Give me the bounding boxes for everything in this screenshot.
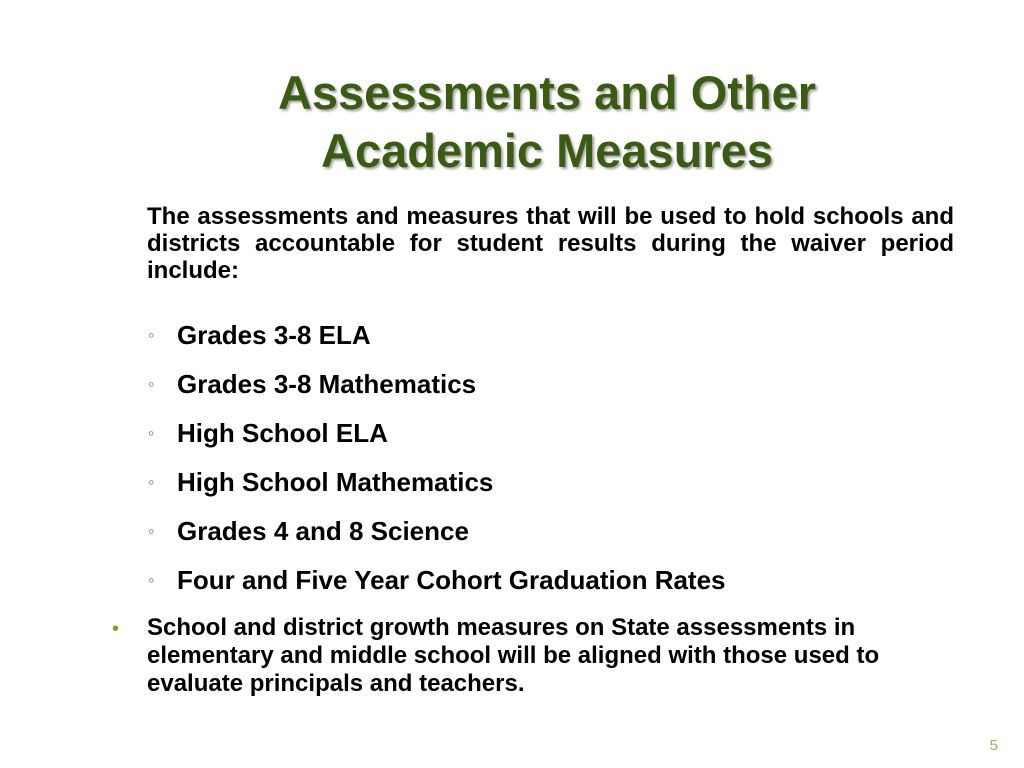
filled-bullet-icon: •	[112, 618, 120, 640]
list-item-text: Four and Five Year Cohort Graduation Rates	[177, 565, 726, 595]
list-item-text: High School ELA	[177, 418, 388, 448]
list-item-text: Grades 4 and 8 Science	[177, 516, 469, 546]
list-item	[148, 464, 948, 513]
list-item	[148, 366, 948, 415]
growth-measures-text: School and district growth measures on State assessments in elementary and middle school will be aligned with those used to evaluate principals and teachers.	[147, 614, 880, 697]
hollow-bullet-icon: ◦	[148, 472, 155, 492]
assessment-list	[148, 317, 948, 611]
list-item-text: Grades 3-8 Mathematics	[177, 369, 477, 399]
hollow-bullet-icon: ◦	[148, 374, 155, 394]
hollow-bullet-icon: ◦	[148, 325, 155, 345]
slide-title	[180, 64, 914, 180]
slide-title-line-2: Academic Measures	[321, 124, 773, 177]
list-item	[148, 317, 948, 366]
list-item	[148, 415, 948, 464]
hollow-bullet-icon: ◦	[148, 521, 155, 541]
list-item	[148, 513, 948, 562]
page-number: 5	[989, 737, 998, 754]
list-item-text: Grades 3-8 ELA	[177, 320, 371, 350]
intro-paragraph: The assessments and measures that will be used to hold schools and districts accountable for student results during the waiver period include:	[147, 203, 954, 284]
list-item-text: High School Mathematics	[177, 467, 494, 497]
growth-measures-bullet	[112, 614, 972, 698]
slide-title-line-1: Assessments and Other	[277, 66, 817, 119]
hollow-bullet-icon: ◦	[148, 570, 155, 590]
list-item	[148, 562, 948, 611]
hollow-bullet-icon: ◦	[148, 423, 155, 443]
